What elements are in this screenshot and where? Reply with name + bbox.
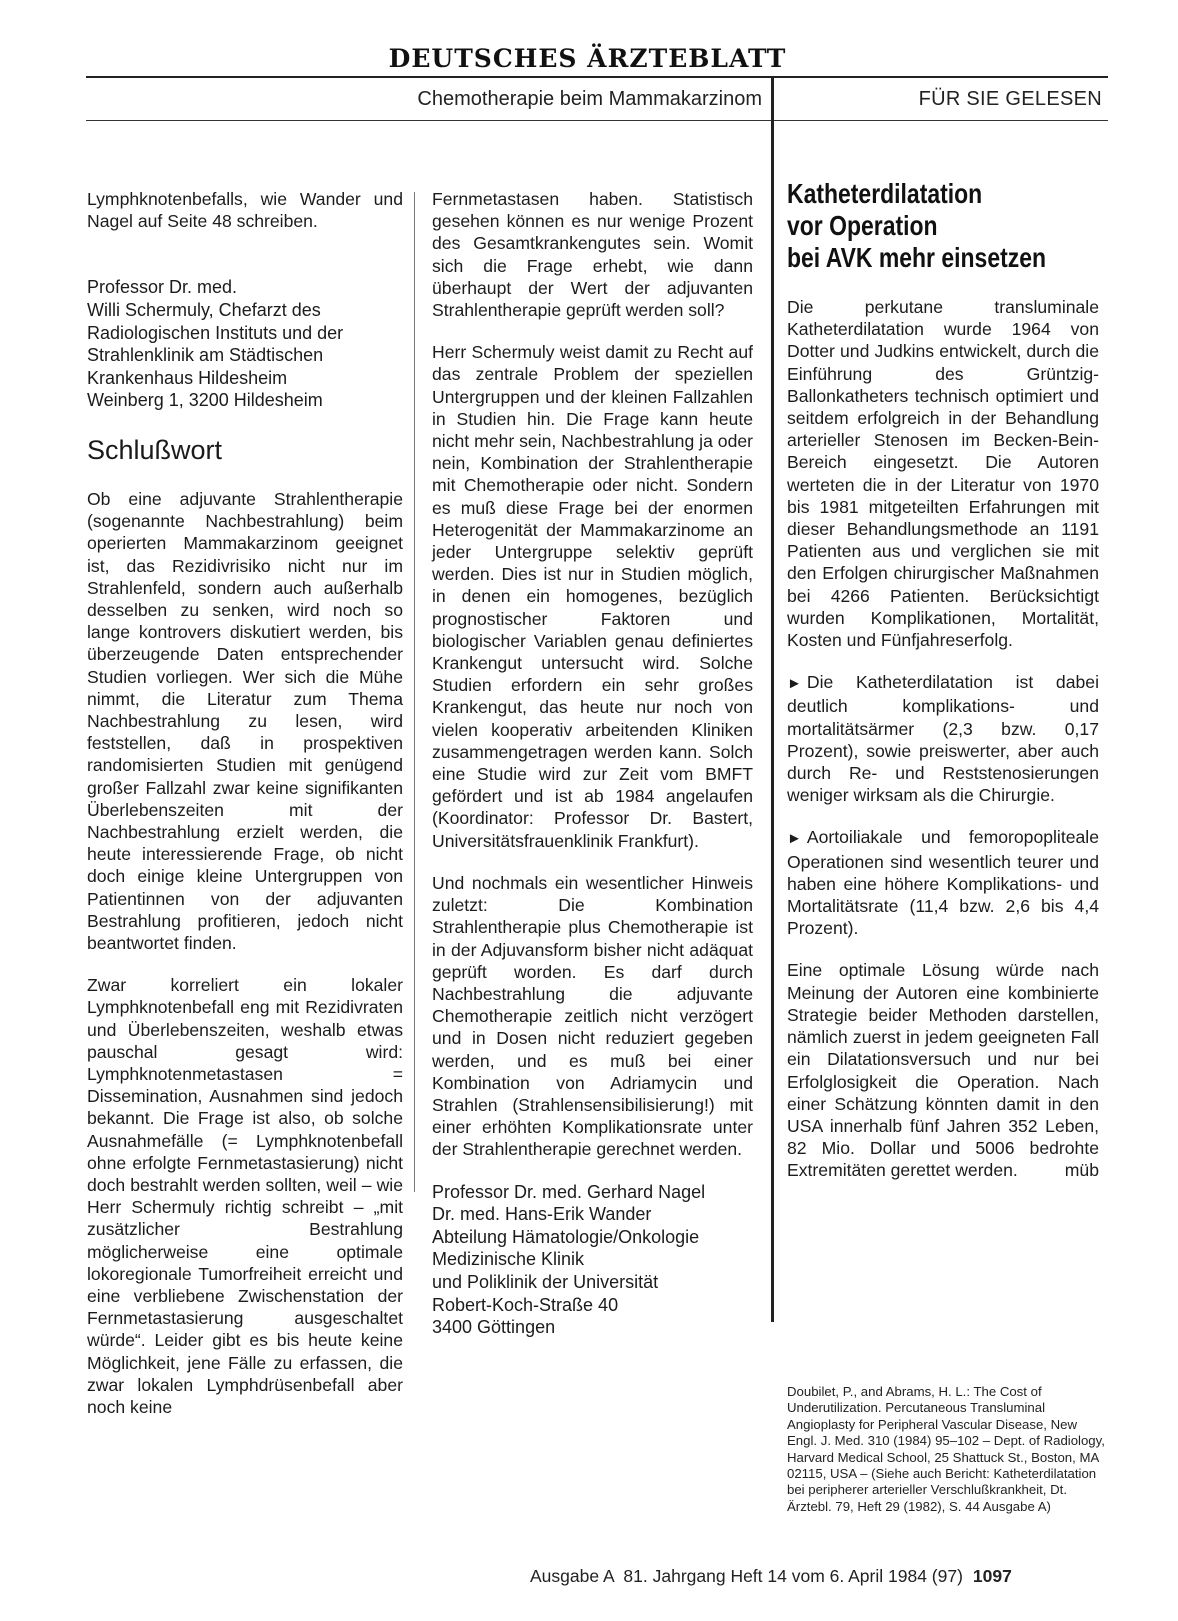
col3-paragraph-1: Die perkutane transluminale Katheterdilatation wurde 1964 von Dotter und Judkins entwickelt, durch die Einführung des Grüntzig-Ballonkatheters technisch optimiert und seitdem erfolgreich in der Behandlung arterieller Stenosen im Becken-Bein-Bereich eingesetzt. Die Autoren werteten die in der Literatur von 1970 bis 1981 mitgeteilten Erfahrungen mit dieser Behandlungsmethode an 1191 Patienten aus und verglichen sie mit den Erfolgen chirurgischer Maßnahmen bei 4266 Patienten. Berücksichtigt wurden Komplikationen, Mortalität, Kosten und Fünfjahreserfolg. [787,297,1099,651]
col1-paragraph-2: Ob eine adjuvante Strahlentherapie (sogenannte Nachbestrahlung) beim operierten Mammakarzinom geeignet ist, das Rezidivrisiko nicht nur im Strahlenfeld, sondern auch außerhalb desselben zu senken, wird noch so lange kontrovers diskutiert werden, bis überzeugende Daten entsprechender Studien vorliegen. Wer sich die Mühe nimmt, die Literatur zum Thema Nachbestrahlung zu lesen, wird feststellen, daß in prospektiven randomisierten Studien mit genügend großer Fallzahl zwar keine signifikanten Überlebenszeiten mit der Nachbestrahlung erzielt werden, die heute interessierende Frage, ob nicht doch einige kleine Untergruppen von Patientinnen von der adjuvanten Bestrahlung profitieren, jedoch nicht beantwortet finden. [87,488,403,954]
col1-paragraph-1: Lymphknotenbefalls, wie Wander und Nagel auf Seite 48 schreiben. [87,189,403,232]
subheader-rule [86,120,1108,121]
address-line: 3400 Göttingen [432,1317,556,1338]
bullet-text: Aortoiliakale und femoropopliteale Operationen sind wesentlich teurer und haben eine höhere Komplikations- und Mortalitätsrate (11,4 bzw. 2,6 bis 4,4 Prozent). [787,827,1099,939]
address-line: Abteilung Hämatologie/Onkologie [432,1226,700,1247]
address-line: Strahlenklinik am Städtischen [87,345,324,366]
col2-paragraph-1: Fernmetastasen haben. Statistisch gesehen können es nur wenige Prozent des Gesamtkrankengutes sein. Womit sich die Frage erhebt, wie dann überhaupt der Wert der adjuvanten Strahlentherapie geprüft werden soll? [432,189,753,321]
address-line: Krankenhaus Hildesheim [87,367,288,388]
author-signature: müb [1064,1160,1099,1181]
masthead: DEUTSCHES ÄRZTEBLATT [388,44,787,73]
page-footer [530,1566,1105,1587]
header-rule [86,76,1108,78]
section-label: FÜR SIE GELESEN [918,88,1102,110]
col3-paragraph-2 [787,671,1099,806]
reference-citation: Doubilet, P., and Abrams, H. L.: The Cost of Underutilization. Percutaneous Transluminal Angioplasty for Peripheral Vascular Disease, New Engl. J. Med. 310 (1984) 95–102 – Dept. of Radiology, Harvard Medical School, 25 Shattuck St., Boston, MA 02115, USA – (Siehe auch Bericht: Katheterdilatation bei peripherer arterieller Verschlußkrankheit, Dt. Ärztebl. 79, Heft 29 (1982), S. 44 Ausgabe A) [787,1384,1105,1514]
col3-paragraph-4 [787,959,1099,1181]
address-line: Weinberg 1, 3200 Hildesheim [87,390,323,411]
section-heading-schlusswort: Schlußwort [87,434,223,465]
address-line: Professor Dr. med. [87,277,238,298]
col3-paragraph-3 [787,826,1099,939]
col2-paragraph-3: Und nochmals ein wesentlicher Hinweis zuletzt: Die Kombination Strahlentherapie plus Chemotherapie ist in der Adjuvansform bisher nicht adäquat geprüft worden. Es darf durch Nachbestrahlung die adjuvante Chemotherapie zeitlich nicht verzögert und in Dosen nicht reduziert gegeben werden, und es muß bei einer Kombination von Adriamycin und Strahlen (Strahlensensibilisierung!) mit einer erhöhten Komplikationsrate unter der Strahlentherapie gerechnet werden. [432,872,753,1160]
address-line: und Poliklinik der Universität [432,1271,659,1292]
address-line: Dr. med. Hans-Erik Wander [432,1204,652,1225]
col1-paragraph-3: Zwar korreliert ein lokaler Lymphknotenbefall eng mit Rezidivraten und Überlebenszeiten, weshalb etwas pauschal gesagt wird: Lymphknotenmetastasen = Dissemination, Ausnahmen sind jedoch bekannt. Die Frage ist also, ob solche Ausnahmefälle (= Lymphknotenbefall ohne erfolgte Fernmetastasierung) nicht doch bestrahlt werden sollten, weil – wie Herr Schermuly richtig schreibt – „mit zusätzlicher Bestrahlung möglicherweise eine optimale lokoregionale Tumorfreiheit erreicht und eine verbliebene Zwischenstation der Fernmetastasierung ausgeschaltet würde“. Leider gibt es bis heute keine Möglichkeit, jene Fälle zu erfassen, die zwar lokalen Lymphdrüsenbefall aber noch keine [87,975,403,1418]
issue-info: Ausgabe A 81. Jahrgang Heft 14 vom 6. April 1984 (97) [530,1566,963,1586]
headline-line: vor Operation [787,210,938,241]
column-3 [787,296,1099,1182]
running-title: Chemotherapie beim Mammakarzinom [417,88,762,110]
address-line: Professor Dr. med. Gerhard Nagel [432,1181,706,1202]
page-number: 1097 [972,1566,1012,1586]
headline-line: bei AVK mehr einsetzen [787,242,1047,273]
article-headline [787,178,1049,274]
address-line: Radiologischen Instituts und der [87,322,344,343]
paragraph-text: Eine optimale Lösung würde nach Meinung der Autoren eine kombinierte Strategie beider Methoden darstellen, nämlich zuerst in jedem geeigneten Fall ein Dilatationsversuch und nur bei Erfolglosigkeit die Operation. Nach einer Schätzung könnten damit in den USA innerhalb fünf Jahren 352 Leben, 82 Mio. Dollar und 5006 bedrohte Extremitäten gerettet werden. [787,960,1099,1181]
arrow-bullet-icon: ► [787,830,802,848]
column-divider-thin [414,192,415,1192]
col2-paragraph-2: Herr Schermuly weist damit zu Recht auf das zentrale Problem der speziellen Untergruppen und der kleinen Fallzahlen in Studien hin. Die Frage kann heute nicht mehr sein, Nachbestrahlung ja oder nein, Kombination der Strahlentherapie mit Chemotherapie oder nicht. Sondern es muß diese Frage bei der enormen Heterogenität der Mammakarzinome an jeder Untergruppe selektiv geprüft werden. Dies ist nur in Studien möglich, in denen ein homogenes, bezüglich prognostischer Faktoren und biologischer Variablen genau definiertes Krankengut untersucht wird. Solche Studien erfordern ein sehr großes Krankengut, das heute nur noch von vielen kooperativ arbeitenden Kliniken zusammengetragen werden kann. Solch eine Studie wird zur Zeit vom BMFT gefördert und ist ab 1984 angelaufen (Koordinator: Professor Dr. Bastert, Universitätsfrauenklinik Frankfurt). [432,342,753,851]
author-address-2 [432,1181,753,1339]
address-line: Robert-Koch-Straße 40 [432,1294,619,1315]
column-divider-heavy [771,78,774,1322]
column-1 [87,188,403,1418]
bullet-text: Die Katheterdilatation ist dabei deutlich komplikations- und mortalitätsärmer (2,3 bzw. 0,17 Prozent), sowie preiswerter, aber auch durch Re- und Reststenosierungen weniger wirksam als die Chirurgie. [787,672,1099,806]
address-line: Medizinische Klinik [432,1249,585,1270]
author-address-1 [87,276,403,412]
arrow-bullet-icon: ► [787,675,802,693]
headline-line: Katheterdilatation [787,178,983,209]
address-line: Willi Schermuly, Chefarzt des [87,300,321,320]
column-2 [432,188,753,1339]
